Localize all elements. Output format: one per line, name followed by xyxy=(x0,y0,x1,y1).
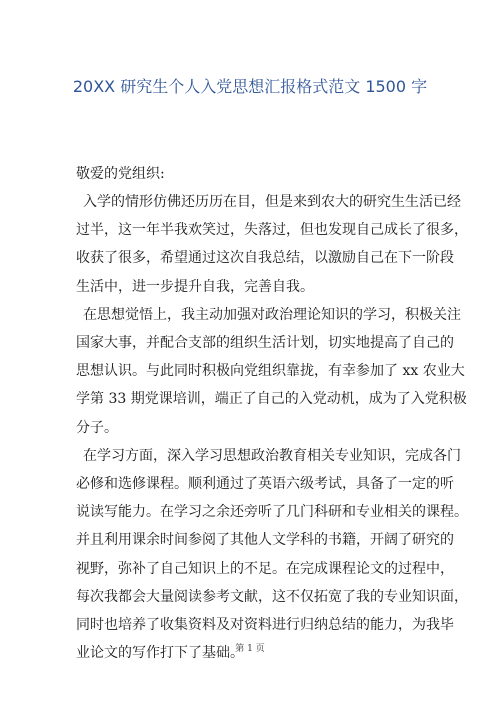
paragraph-line: 必修和选修课程。顺利通过了英语六级考试，具备了一定的听 xyxy=(76,476,454,493)
paragraph-line: 过半，这一年半我欢笑过，失落过，但也发现自己成长了很多， xyxy=(76,222,468,239)
document-body xyxy=(76,160,468,667)
paragraph-1 xyxy=(76,188,468,301)
paragraph-line: 分子。 xyxy=(76,419,118,436)
paragraph-line: 在学习方面，深入学习思想政治教育相关专业知识，完成各门 xyxy=(83,447,461,464)
paragraph-line: 业论文的写作打下了基础。 xyxy=(76,645,244,662)
paragraph-line: 生活中，进一步提升自我，完善自我。 xyxy=(76,278,314,295)
paragraph-line: 国家大事，并配合支部的组织生活计划，切实地提高了自己的 xyxy=(76,335,454,352)
document-title: 20XX 研究生个人入党思想汇报格式范文 1500 字 xyxy=(72,77,428,96)
paragraph-line: 并且利用课余时间参阅了其他人文学科的书籍，开阔了研究的 xyxy=(76,532,454,549)
paragraph-line: 思想认识。与此同时积极向党组织靠拢，有幸参加了 xx 农业大 xyxy=(76,363,465,380)
paragraph-line: 同时也培养了收集资料及对资料进行归纳总结的能力，为我毕 xyxy=(76,617,454,634)
paragraph-3 xyxy=(76,442,468,668)
paragraph-2 xyxy=(76,301,467,442)
paragraph-line: 学第 33 期党课培训，端正了自己的入党动机，成为了入党积极 xyxy=(76,391,467,408)
paragraph-line: 每次我都会大量阅读参考文献，这不仅拓宽了我的专业知识面， xyxy=(76,588,468,605)
paragraph-line: 说读写能力。在学习之余还旁听了几门科研和专业相关的课程。 xyxy=(76,504,468,521)
page-number: 第 1 页 xyxy=(235,644,265,654)
salutation: 敬爱的党组织: xyxy=(76,166,165,182)
paragraph-line: 在思想觉悟上，我主动加强对政治理论知识的学习，积极关注 xyxy=(83,306,461,323)
paragraph-line: 入学的情形仿佛还历历在目，但是来到农大的研究生生活已经 xyxy=(83,194,461,210)
paragraph-line: 收获了很多，希望通过这次自我总结，以激励自己在下一阶段 xyxy=(76,250,454,267)
paragraph-line: 视野，弥补了自己知识上的不足。在完成课程论文的过程中， xyxy=(76,560,454,577)
